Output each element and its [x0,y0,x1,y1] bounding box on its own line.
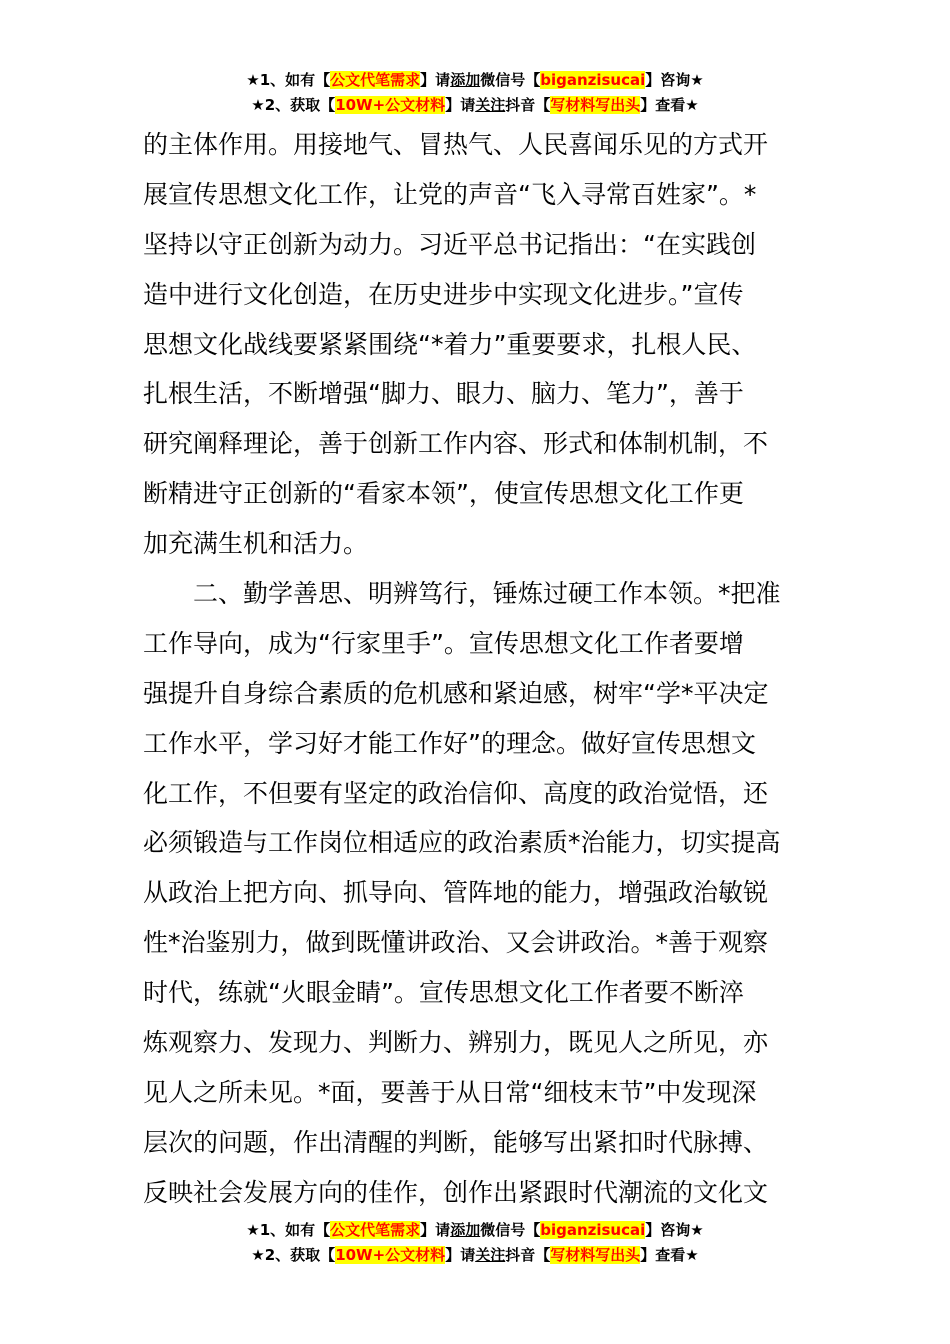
banner-text: ★1、如有【 [246,71,331,89]
highlight-materials: 10W+公文材料 [335,1246,446,1264]
text-line: 时代，练就“火眼金睛”。宣传思想文化工作者要不断淬 [143,978,744,1008]
text-line: 的主体作用。用接地气、冒热气、人民喜闻乐见的方式开 [143,130,769,159]
banner-text-underlined: 关注 [475,96,506,114]
text-line: 反映社会发展方向的佳作，创作出紧跟时代潮流的文化文 [143,1177,769,1207]
text-line: 断精进守正创新的“看家本领”，使宣传思想文化工作更 [143,479,744,509]
text-line: 从政治上把方向、抓导向、管阵地的能力，增强政治敏锐 [143,878,769,908]
banner-text: ★2、获取【 [251,1246,336,1264]
banner-line-2 [0,93,950,118]
banner-text: 】请 [420,1221,451,1239]
header-banner [0,68,950,118]
banner-text: 】请 [445,1246,476,1264]
text-line: 见人之所未见。*面，要善于从日常“细枝末节”中发现深 [143,1077,757,1107]
banner-text: 】请 [420,71,451,89]
text-line: 扎根生活，不断增强“脚力、眼力、脑力、笔力”，善于 [143,379,744,409]
banner-line-1 [0,1218,950,1243]
text-line: 造中进行文化创造，在历史进步中实现文化进步。”宣传 [143,279,744,309]
text-line: 二、勤学善思、明辨笃行，锤炼过硬工作本领。*把准 [193,579,781,609]
highlight-douyin-id: 写材料写出头 [550,1246,641,1264]
text-line: 强提升自身综合素质的危机感和紧迫感，树牢“学*平决定 [143,678,769,708]
highlight-douyin-id: 写材料写出头 [550,96,641,114]
highlight-service: 公文代笔需求 [330,71,421,89]
highlight-wechat-id: biganzisucai [540,71,646,89]
text-line: 必须锻造与工作岗位相适应的政治素质*治能力，切实提高 [143,828,781,858]
text-line: 加充满生机和活力。 [143,529,369,559]
banner-text: 】查看★ [640,96,699,114]
banner-text: 】请 [445,96,476,114]
banner-text: 微信号【 [480,1221,541,1239]
banner-text-underlined: 添加 [450,1221,481,1239]
highlight-service: 公文代笔需求 [330,1221,421,1239]
paragraph-2 [143,569,807,1218]
banner-text: 】咨询★ [645,1221,704,1239]
footer-banner [0,1218,950,1268]
text-line: 工作导向，成为“行家里手”。宣传思想文化工作者要增 [143,628,744,658]
text-line: 工作水平，学习好才能工作好”的理念。做好宣传思想文 [143,728,756,758]
banner-text: 】查看★ [640,1246,699,1264]
text-line: 炼观察力、发现力、判断力、辨别力，既见人之所见，亦 [143,1028,769,1058]
text-line: 研究阐释理论，善于创新工作内容、形式和体制机制，不 [143,429,769,459]
banner-text: 抖音【 [505,1246,551,1264]
paragraph-1 [143,120,807,569]
banner-line-1 [0,68,950,93]
banner-line-2 [0,1243,950,1268]
document-body [143,120,807,1218]
text-line: 展宣传思想文化工作，让党的声音“飞入寻常百姓家”。* [143,179,757,209]
banner-text: 微信号【 [480,71,541,89]
text-line: 思想文化战线要紧紧围绕“*着力”重要要求，扎根人民、 [143,329,757,359]
banner-text: ★1、如有【 [246,1221,331,1239]
text-line: 层次的问题，作出清醒的判断，能够写出紧扣时代脉搏、 [143,1127,769,1157]
banner-text: ★2、获取【 [251,96,336,114]
banner-text: 抖音【 [505,96,551,114]
banner-text-underlined: 关注 [475,1246,506,1264]
text-line: 化工作，不但要有坚定的政治信仰、高度的政治觉悟，还 [143,778,769,808]
highlight-wechat-id: biganzisucai [540,1221,646,1239]
banner-text: 】咨询★ [645,71,704,89]
banner-text-underlined: 添加 [450,71,481,89]
text-line: 性*治鉴别力，做到既懂讲政治、又会讲政治。*善于观察 [143,928,769,958]
text-line: 坚持以守正创新为动力。习近平总书记指出：“在实践创 [143,229,756,259]
highlight-materials: 10W+公文材料 [335,96,446,114]
